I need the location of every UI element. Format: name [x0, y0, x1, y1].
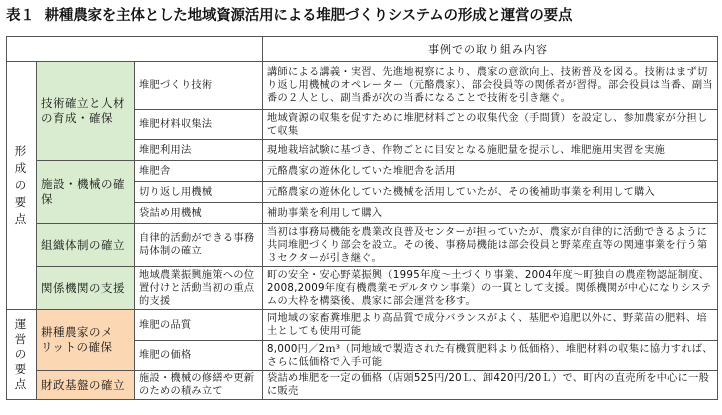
item-label: 堆肥づくり技術	[135, 62, 263, 110]
item-label: 施設・機械の修繕や更新 のための積み立て	[135, 371, 263, 400]
item-label: 堆肥利用法	[135, 140, 263, 161]
item-label: 堆肥の価格	[135, 341, 263, 371]
item-label: 堆肥材料収集法	[135, 110, 263, 140]
item-description: 袋詰め堆肥を一定の価格（店頭525円/20Ｌ、卸420円/20Ｌ）で、町内の直売所を中心に一般に販売	[263, 371, 718, 400]
item-description: 補助事業を利用して購入	[263, 203, 718, 224]
table-title-text: 耕種農家を主体とした地域資源活用による堆肥づくりシステムの形成と運営の要点	[44, 8, 573, 24]
table-row	[7, 161, 718, 182]
item-description: 同地域の家畜糞堆肥より高品質で成分バランスがよく、基肥や追肥以外に、野菜苗の肥料、培土としても使用可能	[263, 310, 718, 341]
category-label: 組織体制の確立	[37, 224, 135, 267]
category-label: 関係機関の支援	[37, 267, 135, 310]
item-label: 袋詰め用機械	[135, 203, 263, 224]
item-description: 元酪農家の遊休化していた機械を活用していたが、その後補助事業を利用して購入	[263, 182, 718, 203]
table-row	[7, 62, 718, 110]
category-label: 耕種農家のメ リットの確保	[37, 310, 135, 371]
item-label: 切り返し用機械	[135, 182, 263, 203]
item-description: 当初は事務局機能を農業改良普及センターが担っていたが、農家が自律的に活動できるように共同堆肥づくり部会を設立。その後、事務局機能は部会役員と野菜産直等の関連事業を行う第３セクターが引き継ぐ。	[263, 224, 718, 267]
item-description: 元酪農家の遊休化していた堆肥舎を活用	[263, 161, 718, 182]
section-label: 形 成 の 要 点	[7, 62, 37, 310]
section-label: 運 営 の 要 点	[7, 310, 37, 400]
item-description: 町の安全・安心野菜振興（1995年度～土づくり事業、2004年度～町独自の農産物認証制度、2008,2009年度有機農業モデルタウン事業）の一貫として支援。関係機関が中心になりシステムの大枠を構築後、農家に部会運営を移す。	[263, 267, 718, 310]
table-row	[7, 371, 718, 400]
item-description: 現地栽培試験に基づき、作物ごとに目安となる施肥量を提示し、堆肥施用実習を実施	[263, 140, 718, 161]
table-row	[7, 224, 718, 267]
item-description: 8,000円／2ｍ³（同地域で製造された有機質肥料より低価格）、堆肥材料の収集に協力すれば、さらに低価格で入手可能	[263, 341, 718, 371]
item-label: 堆肥の品質	[135, 310, 263, 341]
item-description: 地域資源の収集を促すために堆肥材料ごとの収集代金（手間賃）を設定し、参加農家が分担して収集	[263, 110, 718, 140]
header-blank	[7, 37, 263, 62]
item-label: 地域農業振興施策への位 置付けと活動当初の重点 的支援	[135, 267, 263, 310]
table-row	[7, 267, 718, 310]
header-cell: 事例での取り組み内容	[263, 37, 718, 62]
item-label: 自律的活動ができる事務 局体制の確立	[135, 224, 263, 267]
category-label: 施設・機械の確 保	[37, 161, 135, 224]
item-label: 堆肥舎	[135, 161, 263, 182]
header-row	[7, 37, 718, 62]
item-description: 講師による講義・実習、先進地視察により、農家の意欲向上、技術普及を図る。技術はまず切り返し用機械のオペレーター（元酪農家）、部会役員等の関係者が習得。部会役員は当番、副当番の２人とし、副当番が次の当番になることで技術を引き継ぐ。	[263, 62, 718, 110]
table-number: 表１	[6, 8, 35, 24]
category-label: 財政基盤の確立	[37, 371, 135, 400]
table-title	[6, 2, 572, 30]
requirements-table	[6, 36, 718, 400]
table-row	[7, 310, 718, 341]
category-label: 技術確立と人材 の育成・確保	[37, 62, 135, 161]
